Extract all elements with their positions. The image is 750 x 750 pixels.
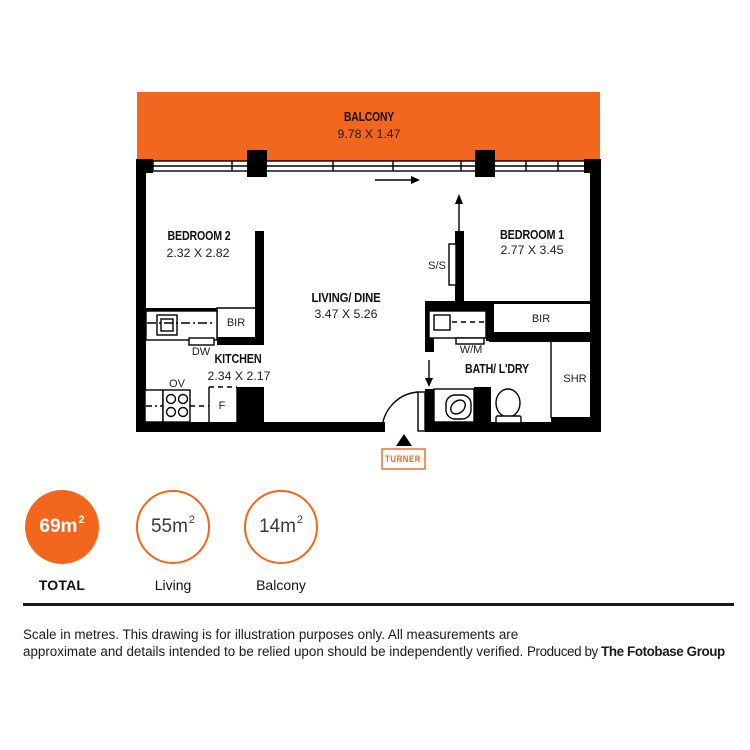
oven-label: OV: [169, 378, 185, 390]
wall-bir1-bottom: [489, 332, 601, 342]
kitchen-label: KITCHEN: [214, 351, 262, 366]
dishwasher: [189, 338, 214, 345]
balcony-label: BALCONY: [344, 109, 395, 124]
wall-bir2-bottom: [217, 337, 264, 345]
disclaimer: [23, 627, 725, 660]
total-area-label: TOTAL: [38, 577, 86, 593]
window-band: [153, 161, 590, 171]
disclaimer-line2-text: approximate and details intended to be relied upon should be independently verified.: [23, 643, 527, 659]
living-label: LIVING/ DINE: [311, 290, 381, 305]
washing-machine: [429, 311, 486, 344]
balcony-area-circle: [244, 490, 318, 564]
living-dims: 3.47 X 5.26: [314, 307, 378, 321]
total-area-value: 69m: [39, 516, 78, 537]
wall-toilet-separator: [474, 387, 491, 422]
balcony-post-right: [475, 150, 495, 177]
dishwasher-label: DW: [191, 346, 211, 358]
fridge-label: F: [218, 400, 226, 412]
living-area-sup: 2: [188, 514, 196, 526]
entry-direction-marker: [396, 434, 412, 446]
wall-bath-left-lower: [425, 389, 434, 422]
bir1-label: BIR: [531, 313, 551, 325]
disclaimer-line2: [23, 644, 725, 661]
bedroom2-dims: 2.32 X 2.82: [166, 246, 230, 260]
entry-tag: [382, 449, 425, 469]
legend-balcony: [244, 490, 318, 593]
wall-right: [590, 160, 601, 432]
wall-bedroom2-right: [255, 231, 264, 340]
shower-label: SHR: [563, 373, 587, 385]
kitchen-bench-top: [146, 311, 217, 340]
legend-living: [136, 490, 210, 593]
living-area-value: 55m: [150, 516, 188, 537]
living-area-label: Living: [154, 577, 192, 593]
producer-brand: The Fotobase Group: [601, 643, 725, 659]
bedroom1-dims: 2.77 X 3.45: [500, 243, 564, 257]
toilet: [496, 389, 521, 423]
bir1-front-line: [489, 301, 590, 304]
bath-entry-arrow: [425, 360, 433, 387]
wall-shr-bottom: [551, 417, 601, 432]
kitchen-dims: 2.34 X 2.17: [207, 369, 271, 383]
disclaimer-line1: Scale in metres. This drawing is for illustration purposes only. All measurements are: [23, 627, 519, 642]
living-area-circle: [136, 490, 210, 564]
footer-divider: [23, 603, 734, 606]
wall-kitchen-block: [237, 387, 264, 427]
bedroom2-label: BEDROOM 2: [167, 228, 231, 243]
vanity-basin: [434, 389, 474, 422]
balcony-area-value: 14m: [258, 516, 296, 537]
balcony-post-left: [247, 150, 267, 177]
total-area-sup: 2: [78, 514, 85, 526]
legend-total: [25, 490, 99, 593]
balcony-area-sup: 2: [296, 514, 304, 526]
bedroom1-entry-arrow: [455, 194, 463, 231]
sliding-screen: [449, 244, 456, 285]
sliding-screen-label: S/S: [428, 260, 446, 272]
washing-machine-label: W/M: [459, 344, 483, 356]
produced-by: Produced by: [527, 643, 602, 659]
entry-door: [382, 392, 425, 431]
wall-bath-top: [425, 301, 489, 311]
entry-tag-label: TURNER: [385, 454, 421, 465]
bath-label: BATH/ L'DRY: [465, 361, 530, 376]
total-area-circle: [25, 490, 99, 564]
balcony-area-label: Balcony: [256, 577, 306, 593]
bir2-label: BIR: [226, 317, 246, 329]
living-flow-arrow: [375, 176, 420, 184]
cooktop: [145, 390, 209, 422]
bedroom1-label: BEDROOM 1: [500, 227, 564, 242]
balcony-dims: 9.78 X 1.47: [337, 127, 401, 141]
